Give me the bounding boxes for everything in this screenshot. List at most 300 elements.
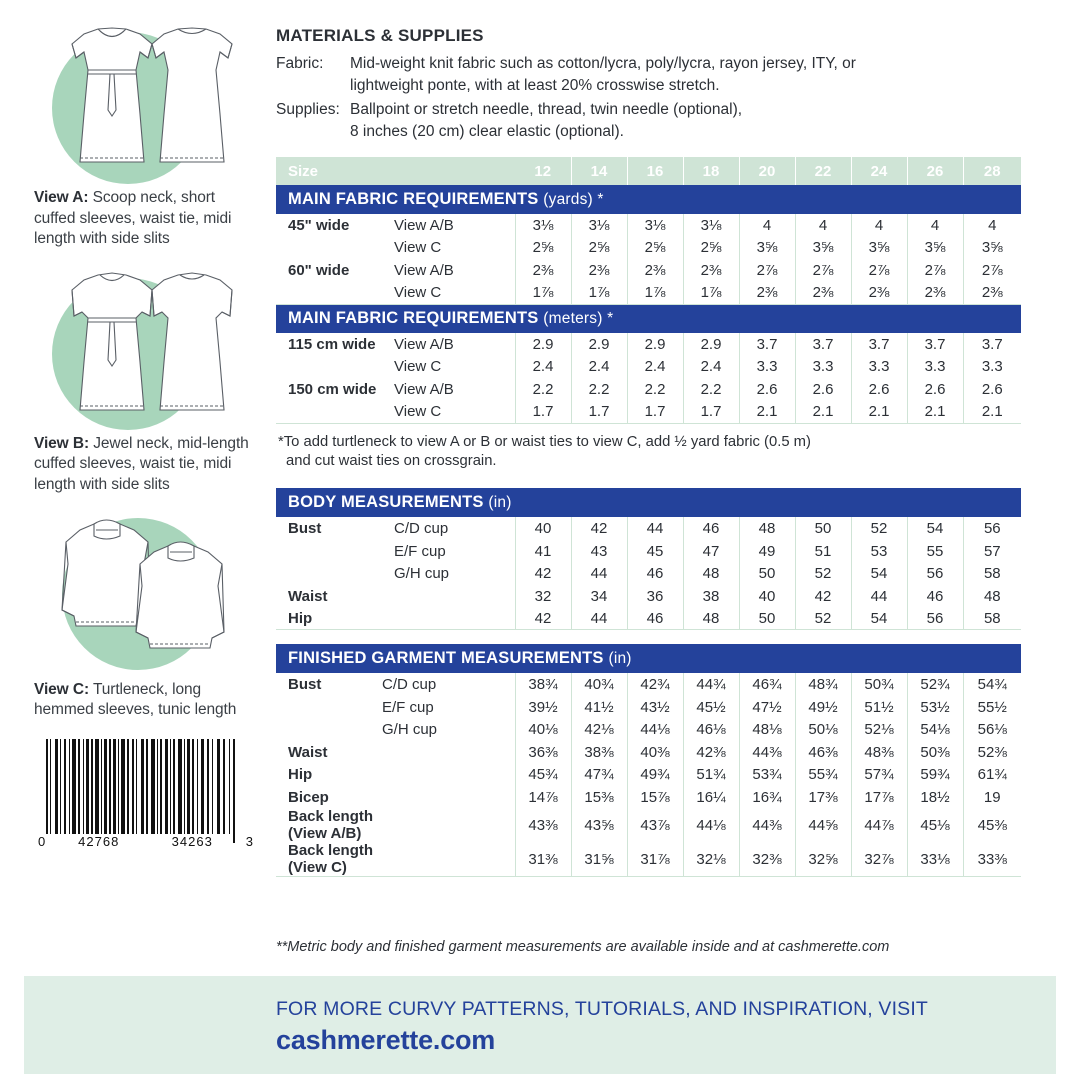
table-cell: 48⅛ — [739, 718, 795, 741]
table-row — [276, 741, 1021, 764]
table-cell: 4 — [851, 214, 907, 237]
table-cell: 1⅞ — [515, 282, 571, 305]
table-unit: (in) — [488, 494, 512, 512]
table-cell: 58 — [963, 607, 1021, 630]
table-cell: 16¼ — [683, 786, 739, 809]
view-a-label: View A: — [34, 189, 89, 206]
table-cell: 1.7 — [515, 401, 571, 424]
table-cell: 32⅝ — [795, 842, 851, 877]
row-label-primary: Hip — [276, 607, 388, 630]
table-cell: 2⅞ — [907, 259, 963, 282]
table-cell: 38¾ — [515, 673, 571, 696]
table-cell: 31⅜ — [515, 842, 571, 877]
table-cell: 3.3 — [907, 356, 963, 379]
view-c-label: View C: — [34, 680, 90, 698]
barcode-digits — [38, 834, 253, 849]
table-cell: 4 — [739, 214, 795, 237]
view-a-illustration — [36, 14, 252, 182]
table-cell: 57¾ — [851, 763, 907, 786]
barcode-left-digit: 0 — [38, 834, 52, 849]
table-cell: 2⅝ — [627, 237, 683, 260]
size-column-header: 14 — [571, 157, 627, 185]
row-label-secondary: G/H cup — [376, 718, 515, 741]
table-cell: 49 — [739, 540, 795, 563]
row-label-primary: 45" wide — [288, 216, 350, 234]
table-cell: 44 — [571, 562, 627, 585]
table-cell: 1.7 — [627, 401, 683, 424]
row-label-primary — [276, 696, 376, 719]
table-cell: 2.1 — [963, 401, 1021, 424]
size-column-header: 12 — [515, 157, 571, 185]
row-label-primary — [276, 540, 388, 563]
table-cell: 51¾ — [683, 763, 739, 786]
table-cell: 55 — [907, 540, 963, 563]
row-label-primary: 60" wide — [288, 261, 350, 279]
table-cell: 3⅝ — [981, 239, 1003, 257]
table-cell: 1.7 — [683, 401, 739, 424]
row-label-primary: 115 cm wide — [288, 335, 376, 353]
table-cell: 3⅛ — [515, 214, 571, 237]
row-label-secondary: C/D cup — [388, 517, 515, 540]
barcode — [38, 737, 253, 849]
table-section-header-cell — [276, 185, 1021, 214]
table-section-header — [276, 304, 1021, 333]
table-cell: 1⅞ — [627, 282, 683, 305]
table-row — [276, 585, 1021, 608]
size-column-header: 22 — [795, 157, 851, 185]
table-unit: (in) — [608, 650, 632, 668]
row-label-secondary: E/F cup — [376, 696, 515, 719]
fabric-line-1: Mid-weight knit fabric such as cotton/lycra, poly/lycra, rayon jersey, ITY, or — [350, 55, 856, 72]
table-cell: 53½ — [907, 696, 963, 719]
row-label-primary — [276, 237, 388, 260]
table-cell: 2.9 — [683, 333, 739, 356]
row-label-secondary: View A/B — [388, 378, 515, 401]
table-cell: 2⅝ — [515, 237, 571, 260]
table-cell: 56⅛ — [977, 721, 1007, 739]
table-cell: 53¾ — [739, 763, 795, 786]
table-cell: 4 — [907, 214, 963, 237]
table-cell: 2.2 — [627, 378, 683, 401]
table-unit: (meters) * — [543, 310, 614, 328]
table-cell: 49¾ — [627, 763, 683, 786]
row-label-primary — [276, 401, 388, 424]
table-section-header-cell — [276, 644, 1021, 673]
table-cell: 2.4 — [571, 356, 627, 379]
table-cell: 43⅞ — [627, 808, 683, 842]
table-row — [276, 786, 1021, 809]
views-column — [0, 0, 276, 965]
table-row — [276, 517, 1021, 540]
table-cell: 31⅞ — [627, 842, 683, 877]
table-cell: 34 — [571, 585, 627, 608]
table-section-header-cell — [276, 488, 1021, 517]
row-label-primary — [276, 562, 388, 585]
view-b-text: Jewel neck, mid-length cuffed sleeves, waist tie, midi length with side slits — [34, 434, 249, 494]
table-cell: 38 — [683, 585, 739, 608]
table-cell: 40⅛ — [515, 718, 571, 741]
table-cell: 42 — [515, 607, 571, 630]
table-cell: 44¾ — [683, 673, 739, 696]
table-cell: 38⅜ — [571, 741, 627, 764]
row-label-primary — [276, 718, 376, 741]
table-row — [276, 540, 1021, 563]
fabric-note — [276, 433, 1026, 473]
table-cell: 2⅜ — [683, 259, 739, 282]
row-label-primary: Bust — [288, 520, 322, 538]
size-column-header: 26 — [907, 157, 963, 185]
table-cell: 50¾ — [851, 673, 907, 696]
row-label-secondary: View A/B — [388, 333, 515, 356]
row-label-primary — [276, 282, 388, 305]
table-cell: 41½ — [571, 696, 627, 719]
table-row — [276, 696, 1021, 719]
row-label-secondary — [376, 842, 515, 877]
table-cell: 2⅜ — [795, 282, 851, 305]
table-cell: 2⅜ — [907, 282, 963, 305]
size-column-header: 20 — [739, 157, 795, 185]
table-row — [276, 842, 1021, 877]
table-section-header — [276, 644, 1021, 673]
fabric-line-2: lightweight ponte, with at least 20% crosswise stretch. — [350, 77, 720, 94]
table-cell: 2⅞ — [739, 259, 795, 282]
table-cell: 46¾ — [739, 673, 795, 696]
table-row — [276, 808, 1021, 842]
row-label-primary: Back length (View C) — [276, 842, 376, 877]
table-cell: 3.7 — [795, 333, 851, 356]
table-cell: 48⅜ — [851, 741, 907, 764]
table-row — [276, 378, 1021, 401]
supplies-label: Supplies: — [276, 101, 340, 118]
table-cell: 50⅛ — [795, 718, 851, 741]
row-label-primary: Back length (View A/B) — [288, 808, 374, 843]
table-cell: 42 — [795, 585, 851, 608]
table-row — [276, 763, 1021, 786]
fabric-note-line-1: *To add turtleneck to view A or B or waist ties to view C, add ½ yard fabric (0.5 m) — [278, 433, 811, 450]
table-cell: 56 — [907, 562, 963, 585]
barcode-right-digit: 3 — [239, 834, 253, 849]
table-cell: 2.4 — [683, 356, 739, 379]
table-cell: 44⅛ — [683, 808, 739, 842]
table-cell: 2.6 — [851, 378, 907, 401]
table-cell: 52⅜ — [977, 743, 1007, 761]
table-cell: 1⅞ — [571, 282, 627, 305]
footer-tagline: FOR MORE CURVY PATTERNS, TUTORIALS, AND INSPIRATION, VISIT — [276, 998, 928, 1020]
table-cell: 43 — [571, 540, 627, 563]
table-cell: 2.6 — [739, 378, 795, 401]
table-cell: 52 — [795, 607, 851, 630]
row-label-secondary: C/D cup — [376, 673, 515, 696]
table-cell: 16¾ — [739, 786, 795, 809]
table-cell: 48¾ — [795, 673, 851, 696]
barcode-group-2: 34263 — [152, 834, 234, 849]
supplies-line-1: Ballpoint or stretch needle, thread, twin needle (optional), — [350, 101, 743, 118]
table-cell: 52 — [851, 517, 907, 540]
table-cell: 2.6 — [981, 380, 1003, 398]
table-cell: 50⅜ — [907, 741, 963, 764]
row-label-secondary: View C — [388, 237, 515, 260]
table-cell: 3⅝ — [795, 237, 851, 260]
table-cell: 42⅛ — [571, 718, 627, 741]
view-c-description — [34, 680, 258, 721]
fabric-note-line-2: and cut waist ties on crossgrain. — [286, 453, 497, 470]
table-cell: 50 — [739, 607, 795, 630]
body-measurements-table — [276, 488, 1021, 630]
view-a-description — [34, 188, 258, 250]
view-block-b — [34, 260, 258, 496]
table-cell: 2.1 — [907, 401, 963, 424]
view-c-text: Turtleneck, long hemmed sleeves, tunic length — [34, 680, 237, 719]
table-cell: 32⅜ — [739, 842, 795, 877]
row-label-secondary: View C — [388, 356, 515, 379]
table-heading: BODY MEASUREMENTS — [288, 493, 484, 512]
table-cell: 50 — [795, 517, 851, 540]
table-cell: 46 — [627, 607, 683, 630]
row-label-primary: 150 cm wide — [288, 380, 377, 398]
fabric-requirements-table — [276, 157, 1021, 424]
table-cell: 45⅜ — [977, 816, 1007, 834]
table-cell: 54⅛ — [907, 718, 963, 741]
table-cell: 2.4 — [627, 356, 683, 379]
table-cell: 32⅞ — [851, 842, 907, 877]
row-label-secondary: View A/B — [388, 214, 515, 237]
table-cell: 56 — [907, 607, 963, 630]
row-label-secondary: View C — [388, 282, 515, 305]
table-cell: 42 — [515, 562, 571, 585]
table-cell: 2⅜ — [963, 282, 1021, 305]
table-row — [276, 356, 1021, 379]
view-block-a — [34, 14, 258, 250]
table-cell: 46⅛ — [683, 718, 739, 741]
view-b-illustration — [36, 260, 252, 428]
table-cell: 47¾ — [571, 763, 627, 786]
table-row — [276, 259, 1021, 282]
view-b-description — [34, 434, 258, 496]
materials-title: MATERIALS & SUPPLIES — [276, 26, 484, 45]
table-cell: 55½ — [977, 698, 1007, 716]
table-cell: 3.7 — [981, 335, 1003, 353]
table-heading: MAIN FABRIC REQUIREMENTS — [288, 309, 539, 328]
table-cell: 54 — [851, 607, 907, 630]
row-label-primary — [276, 356, 388, 379]
table-cell: 3⅝ — [851, 237, 907, 260]
view-c-illustration — [36, 506, 252, 674]
table-row — [276, 214, 1021, 237]
fabric-text — [350, 53, 1026, 97]
table-cell: 3⅛ — [627, 214, 683, 237]
table-cell: 2.4 — [515, 356, 571, 379]
table-cell: 3.7 — [907, 333, 963, 356]
view-a-text: Scoop neck, short cuffed sleeves, waist tie, midi length with side slits — [34, 189, 232, 248]
table-cell: 3.3 — [851, 356, 907, 379]
table-cell: 19 — [983, 788, 1001, 806]
table-cell: 2⅞ — [795, 259, 851, 282]
table-cell: 3.3 — [795, 356, 851, 379]
table-cell: 2.1 — [795, 401, 851, 424]
table-cell: 3⅝ — [739, 237, 795, 260]
table-section-header-cell — [276, 304, 1021, 333]
table-cell: 41 — [515, 540, 571, 563]
size-column-header: 28 — [963, 157, 1021, 185]
table-cell: 3⅛ — [571, 214, 627, 237]
table-cell: 44⅝ — [795, 808, 851, 842]
dress-line-drawing-a — [36, 14, 252, 182]
row-label-secondary: View C — [388, 401, 515, 424]
dress-line-drawing-b — [36, 260, 252, 428]
table-cell: 48 — [983, 587, 1001, 605]
table-cell: 1.7 — [571, 401, 627, 424]
table-cell: 54 — [851, 562, 907, 585]
row-label-primary: Hip — [288, 766, 313, 784]
table-heading: FINISHED GARMENT MEASUREMENTS — [288, 649, 604, 668]
table-cell: 54 — [907, 517, 963, 540]
table-cell: 46 — [907, 585, 963, 608]
table-cell: 43⅜ — [515, 808, 571, 842]
table-cell: 43⅝ — [571, 808, 627, 842]
table-cell: 2⅝ — [683, 237, 739, 260]
table-cell: 49½ — [795, 696, 851, 719]
table-cell: 40⅜ — [627, 741, 683, 764]
size-header-label: Size — [276, 157, 515, 185]
table-cell: 58 — [983, 565, 1001, 583]
table-row — [276, 401, 1021, 424]
barcode-bars — [38, 737, 253, 847]
table-cell: 48 — [683, 607, 739, 630]
row-label-secondary: G/H cup — [388, 562, 515, 585]
table-cell: 43½ — [627, 696, 683, 719]
table-section-header — [276, 488, 1021, 517]
table-cell: 44⅛ — [627, 718, 683, 741]
table-cell: 2.2 — [683, 378, 739, 401]
table-cell: 55¾ — [795, 763, 851, 786]
table-row — [276, 607, 1021, 630]
table-cell: 59¾ — [907, 763, 963, 786]
barcode-group-1: 42768 — [58, 834, 140, 849]
table-cell: 15⅜ — [571, 786, 627, 809]
table-cell: 42¾ — [627, 673, 683, 696]
table-cell: 2⅞ — [981, 261, 1003, 279]
supplies-text — [350, 99, 1026, 143]
table-cell: 2.1 — [851, 401, 907, 424]
fabric-label: Fabric: — [276, 55, 324, 72]
table-cell: 45½ — [683, 696, 739, 719]
table-row — [276, 237, 1021, 260]
table-cell: 15⅞ — [627, 786, 683, 809]
row-label-primary: Waist — [288, 743, 328, 761]
table-cell: 52⅛ — [851, 718, 907, 741]
table-cell: 44⅜ — [739, 741, 795, 764]
table-cell: 44 — [851, 585, 907, 608]
table-cell: 40¾ — [571, 673, 627, 696]
table-cell: 53 — [851, 540, 907, 563]
table-cell: 14⅞ — [515, 786, 571, 809]
table-cell: 2⅜ — [515, 259, 571, 282]
table-cell: 47½ — [739, 696, 795, 719]
table-cell: 32 — [515, 585, 571, 608]
size-column-header: 18 — [683, 157, 739, 185]
table-cell: 40 — [515, 517, 571, 540]
row-label-secondary — [388, 585, 515, 608]
row-label-secondary — [388, 607, 515, 630]
table-cell: 56 — [983, 520, 1001, 538]
table-cell: 48 — [683, 562, 739, 585]
size-column-header: 24 — [851, 157, 907, 185]
tunic-line-drawing-c — [36, 506, 252, 674]
table-row — [276, 562, 1021, 585]
row-label-primary: Bust — [288, 676, 322, 694]
footer-website[interactable]: cashmerette.com — [276, 1025, 496, 1055]
table-cell: 39½ — [515, 696, 571, 719]
table-cell: 44⅜ — [739, 808, 795, 842]
table-cell: 3.7 — [739, 333, 795, 356]
specs-column — [276, 0, 1080, 965]
table-cell: 2.6 — [907, 378, 963, 401]
supplies-line-2: 8 inches (20 cm) clear elastic (optional). — [350, 123, 624, 140]
table-row — [276, 282, 1021, 305]
table-cell: 44 — [627, 517, 683, 540]
table-cell: 36⅜ — [515, 741, 571, 764]
metric-note: **Metric body and finished garment measurements are available inside and at cashmerette.com — [276, 939, 890, 955]
footer-banner — [24, 976, 1056, 1074]
table-cell: 33⅛ — [907, 842, 963, 877]
table-cell: 2.2 — [515, 378, 571, 401]
table-cell: 33⅜ — [963, 842, 1021, 877]
table-unit: (yards) * — [543, 191, 604, 208]
table-cell: 17⅞ — [851, 786, 907, 809]
table-heading: MAIN FABRIC REQUIREMENTS — [288, 190, 539, 208]
table-cell: 2⅜ — [627, 259, 683, 282]
table-cell: 46 — [683, 517, 739, 540]
supplies-row — [276, 99, 1026, 143]
table-cell: 2⅜ — [739, 282, 795, 305]
size-column-header: 16 — [627, 157, 683, 185]
table-cell: 1⅞ — [683, 282, 739, 305]
table-cell: 3⅛ — [683, 214, 739, 237]
table-cell: 46⅜ — [795, 741, 851, 764]
table-cell: 3.3 — [739, 356, 795, 379]
row-label-secondary — [376, 741, 515, 764]
table-cell: 44⅞ — [851, 808, 907, 842]
table-cell: 2.6 — [795, 378, 851, 401]
table-cell: 4 — [795, 214, 851, 237]
finished-garment-table — [276, 644, 1021, 877]
table-cell: 44 — [571, 607, 627, 630]
table-cell: 52¾ — [907, 673, 963, 696]
table-cell: 45 — [627, 540, 683, 563]
table-section-header — [276, 185, 1021, 214]
table-cell: 2.9 — [571, 333, 627, 356]
table-cell: 2⅝ — [571, 237, 627, 260]
table-cell: 2⅜ — [571, 259, 627, 282]
table-cell: 42⅜ — [683, 741, 739, 764]
table-cell: 2.2 — [571, 378, 627, 401]
table-cell: 17⅜ — [795, 786, 851, 809]
table-cell: 2⅞ — [851, 259, 907, 282]
table-cell: 3⅝ — [907, 237, 963, 260]
view-block-c — [34, 506, 258, 721]
table-cell: 2.9 — [627, 333, 683, 356]
table-cell: 18½ — [907, 786, 963, 809]
table-cell: 32⅛ — [683, 842, 739, 877]
table-cell: 4 — [988, 216, 997, 234]
table-cell: 45⅛ — [907, 808, 963, 842]
table-cell: 51½ — [851, 696, 907, 719]
row-label-secondary — [376, 808, 515, 842]
table-cell: 50 — [739, 562, 795, 585]
row-label-primary: Waist — [288, 587, 328, 605]
table-cell: 2⅜ — [851, 282, 907, 305]
table-cell: 61¾ — [977, 766, 1007, 784]
